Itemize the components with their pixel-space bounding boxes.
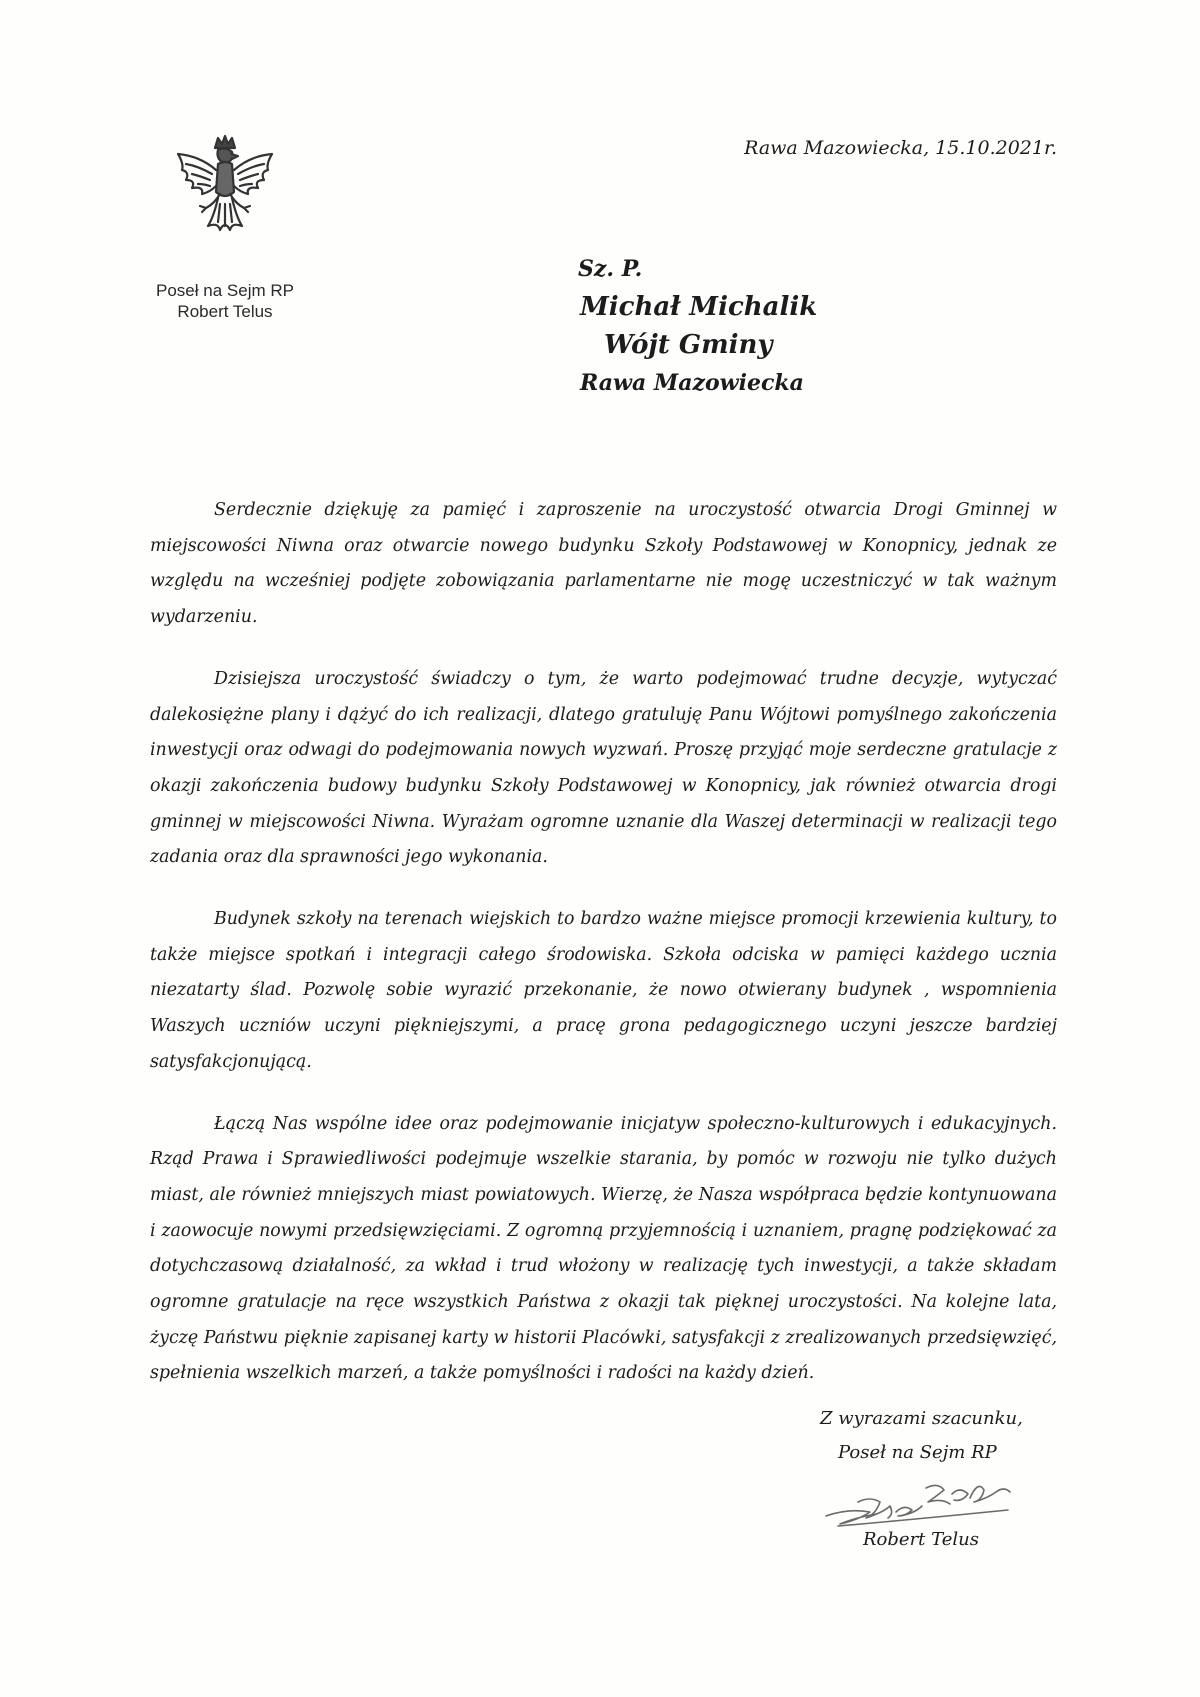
- signer-name: Robert Telus: [863, 1529, 979, 1550]
- office-title: Poseł na Sejm RP: [156, 281, 294, 300]
- recipient-block: [580, 250, 817, 402]
- body-paragraph: Dzisiejsza uroczystość świadczy o tym, że warto podejmować trudne decyzje, wytyczać dalekosiężne plany i dążyć do ich realizacji, dlatego gratuluję Panu Wójtowi pomyślnego zakończenia inwestycji oraz odwagi do podejmowania nowych wyzwań. Proszę przyjąć moje serdeczne gratulacje z okazji zakończenia budowy budynku Szkoły Podstawowej w Konopnicy, jak również otwarcia drogi gminnej w miejscowości Niwna. Wyrażam ogromne uznanie dla Waszej determinacji w realizacji tego zadania oraz dla sprawności jego wykonania.: [150, 668, 1057, 868]
- closing-block: [820, 1402, 1023, 1470]
- date-line: Rawa Mazowiecka, 15.10.2021r.: [744, 137, 1057, 159]
- white-eagle-icon: [160, 134, 290, 254]
- closing-salutation: Z wyrazami szacunku,: [820, 1408, 1023, 1429]
- recipient-title: Wójt Gminy: [604, 330, 773, 360]
- closing-office: Poseł na Sejm RP: [838, 1442, 997, 1463]
- body-paragraph: Budynek szkoły na terenach wiejskich to bardzo ważne miejsce promocji krzewienia kultury, to także miejsce spotkań i integracji całego środowiska. Szkoła odciska w pamięci każdego ucznia niezatarty ślad. Pozwolę sobie wyrazić przekonanie, że nowo otwierany budynek , wspomnienia Waszych uczniów uczyni piękniejszymi, a pracę grona pedagogicznego uczyni jeszcze bardziej satysfakcjonującą.: [150, 909, 1057, 1072]
- letterhead-office: [100, 280, 350, 322]
- letter-body: [150, 493, 1057, 1418]
- body-paragraph: Łączą Nas wspólne idee oraz podejmowanie inicjatyw społeczno-kulturowych i edukacyjnych. Rząd Prawa i Sprawiedliwości podejmuje wszelkie starania, by pomóc w rozwoju nie tylko dużych miast, ale również mniejszych miast powiatowych. Wierzę, że Nasza współpraca będzie kontynuowana i zaowocuje nowymi przedsięwzięciami. Z ogromną przyjemnością i uznaniem, pragnę podziękować za dotychczasową działalność, za wkład i trud włożony w realizację tych inwestycji, a także składam ogromne gratulacje na ręce wszystkich Państwa z okazji tak pięknej uroczystości. Na kolejne lata, życzę Państwu pięknie zapisanej karty w historii Placówki, satysfakcji z zrealizowanych przedsięwzięć, spełnienia wszelkich marzeń, a także pomyślności i radości na każdy dzień.: [150, 1113, 1057, 1384]
- recipient-prefix: Sz. P.: [578, 256, 643, 282]
- recipient-place: Rawa Mazowiecka: [580, 370, 804, 396]
- body-paragraph: Serdecznie dziękuję za pamięć i zaproszenie na uroczystość otwarcia Drogi Gminnej w miejscowości Niwna oraz otwarcie nowego budynku Szkoły Podstawowej w Konopnicy, jednak ze względu na wcześniej podjęte zobowiązania parlamentarne nie mogę uczestniczyć w tak ważnym wydarzeniu.: [150, 500, 1057, 628]
- recipient-name: Michał Michalik: [580, 292, 818, 322]
- office-holder-name: Robert Telus: [177, 302, 273, 321]
- handwritten-signature: [818, 1468, 1028, 1538]
